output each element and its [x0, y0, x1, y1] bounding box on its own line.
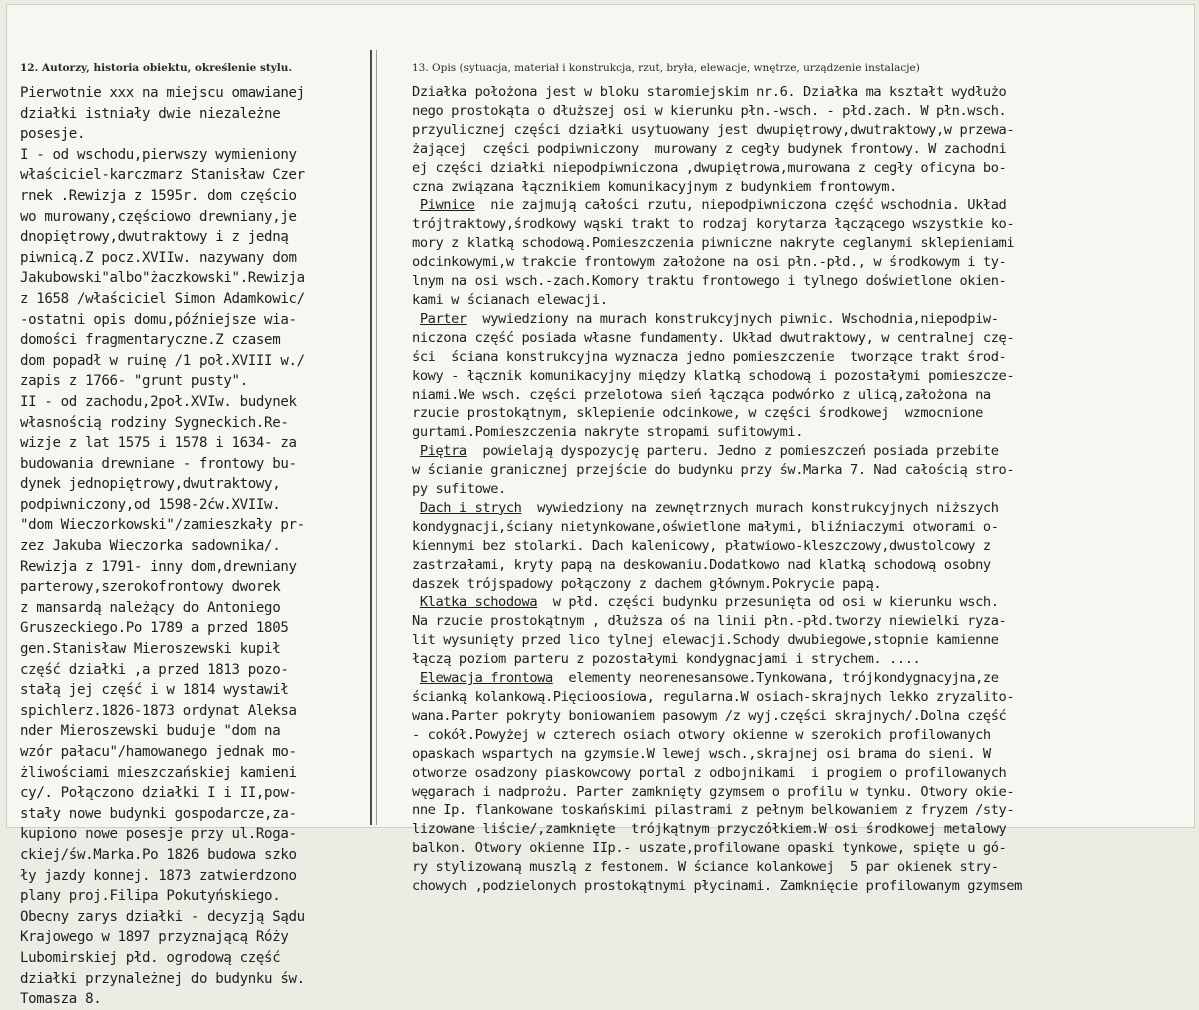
description-text-line: ścianką kolankową.Pięcioosiowa, regularna.W osiach-skrajnych lekko zryzalito-: [412, 689, 1015, 705]
description-text-line: wana.Parter pokryty boniowaniem pasowym /z wyj.części skrajnych/.Dolna część: [412, 707, 1007, 724]
history-text-line: dom popadł w ruinę /1 poł.XVIII w./: [20, 352, 305, 369]
description-text-line: trójtraktowy,środkowy wąski trakt to rodzaj korytarza łączącego wszystkie ko-: [412, 216, 1015, 233]
description-text-line: Parter wywiedziony na murach konstrukcyjnych piwnic. Wschodnia,niepodpiw-: [419, 310, 999, 327]
history-text-line: dynek jednopiętrowy,dwutraktowy,: [20, 476, 281, 493]
description-text-line: zastrzałami, kryty papą na deskowaniu.Dodatkowo nad klatką schodową osobny: [412, 556, 991, 573]
description-text-line: łączą poziom parteru z pozostałymi kondygnacjami i strychem. ....: [412, 651, 921, 668]
history-text-line: rnek .Rewizja z 1595r. dom częścio: [20, 187, 297, 204]
history-text-line: stałą jej część i w 1814 wystawił: [20, 682, 289, 699]
history-text-line: plany proj.Filipa Pokutyńskiego.: [20, 888, 281, 905]
history-text-line: posesje.: [20, 126, 86, 143]
section-heading: Parter: [419, 310, 467, 327]
description-text-line: węgarach i nadprożu. Parter zamknięty gzymsem o profilu w tynku. Otwory okie-: [412, 783, 1015, 800]
history-text-line: działki istniały dwie niezależne: [20, 105, 281, 122]
history-text-line: -ostatni opis domu,późniejsze wia-: [20, 311, 297, 328]
history-text-line: gen.Stanisław Mieroszewski kupił: [20, 641, 281, 658]
description-text-line: chowych ,podzielonych prostokątnymi płycinami. Zamknięcie profilowanym gzymsem: [412, 878, 1023, 895]
section-heading: Elewacja frontowa: [419, 670, 553, 687]
history-text-line: Lubomirskiej płd. ogrodową część: [20, 949, 281, 966]
section-heading: Klatka schodowa: [419, 594, 538, 611]
description-text-line: odcinkowymi,w trakcie frontowym założone na osi płn.-płd., w środkowym i ty-: [412, 254, 1007, 271]
description-text-line: przyulicznej części działki usytuowany jest dwupiętrowy,dwutraktowy,w przewa-: [412, 121, 1015, 138]
description-text-line: kami w ścianach elewacji.: [412, 291, 608, 308]
history-text-line: budowania drewniane - frontowy bu-: [20, 455, 297, 472]
history-text-column: [20, 83, 370, 1010]
history-text-line: z 1658 /właściciel Simon Adamkowic/: [20, 290, 305, 307]
description-text-line: kondygnacji,ściany nietynkowane,oświetlone małymi, bliźniaczymi otworami o-: [412, 518, 999, 535]
column-divider-secondary: [376, 50, 377, 825]
left-section-header: 12. Autorzy, historia obiektu, określenie stylu.: [20, 62, 293, 74]
history-text-line: cy/. Połączono działki I i II,pow-: [20, 785, 297, 802]
history-text-line: stały nowe budynki gospodarcze,za-: [20, 805, 297, 822]
history-text-line: dnopiętrowy,dwutraktowy i z jedną: [20, 229, 289, 246]
history-text-line: wzór pałacu"/hamowanego jednak mo-: [20, 744, 297, 760]
history-text-line: ły jazdy konnej. 1873 zatwierdzono: [20, 867, 297, 884]
description-text-line: niczona część posiada własne fundamenty. Układ dwutraktowy, w centralnej czę-: [412, 329, 1015, 346]
history-text-line: Pierwotnie xxx na miejscu omawianej: [20, 85, 305, 101]
description-text-line: ści ściana konstrukcyjna wyznacza jedno pomieszczenie tworzące trakt środ-: [412, 348, 1007, 365]
description-text-line: nego prostokąta o dłuższej osi w kierunku płn.-wsch. - płd.zach. W płn.wsch.: [412, 102, 1007, 119]
description-text-line: lnym na osi wsch.-zach.Komory traktu frontowego i tylnego doświetlone okien-: [412, 273, 1007, 290]
history-text-line: własnością rodziny Sygneckich.Re-: [20, 414, 289, 431]
history-text-line: piwnicą.Z pocz.XVIIw. nazywany dom: [20, 249, 297, 266]
history-text-line: I - od wschodu,pierwszy wymieniony: [20, 146, 297, 163]
history-text-line: Tomasza 8.: [20, 991, 102, 1008]
description-text-line: Klatka schodowa w płd. części budynku przesunięta od osi w kierunku wsch.: [419, 594, 999, 611]
history-text-line: ckiej/św.Marka.Po 1826 budowa szko: [20, 846, 297, 863]
history-text-line: działki przynależnej do budynku św.: [20, 970, 305, 987]
history-text-line: część działki ,a przed 1813 pozo-: [20, 661, 289, 678]
history-text-line: właściciel-karczmarz Stanisław Czer: [20, 167, 305, 184]
history-text-line: wo murowany,częściowo drewniany,je: [20, 208, 297, 225]
history-text-line: Krajowego w 1897 przyznającą Róży: [20, 929, 289, 946]
description-text-line: kowy - łącznik komunikacyjny między klatką schodową i pozostałymi pomieszcze-: [412, 367, 1015, 384]
description-text-line: gurtami.Pomieszczenia nakryte stropami sufitowymi.: [412, 424, 804, 441]
section-heading: Piwnice: [419, 197, 475, 214]
description-text-line: kiennymi bez stolarki. Dach kalenicowy, płatwiowo-kleszczowy,dwustolcowy z: [412, 537, 991, 554]
history-text-line: żliwościami mieszczańskiej kamieni: [20, 764, 297, 781]
history-text-line: Gruszeckiego.Po 1789 a przed 1805: [20, 620, 289, 637]
history-text-line: Rewizja z 1791- inny dom,drewniany: [20, 558, 297, 575]
description-text-line: Piwnice nie zajmują całości rzutu, niepodpiwniczona część wschodnia. Układ: [419, 197, 1007, 214]
history-text-line: "dom Wieczorkowski"/zamieszkały pr-: [20, 517, 305, 534]
description-text-line: py sufitowe.: [412, 481, 506, 498]
description-text-line: Elewacja frontowa elementy neorenesansowe.Tynkowana, trójkondygnacyjna,ze: [419, 670, 999, 687]
history-text-line: Obecny zarys działki - decyzją Sądu: [20, 908, 305, 925]
description-text-line: w ścianie granicznej przejście do budynku przy św.Marka 7. Nad całością stro-: [412, 462, 1015, 479]
right-section-header: 13. Opis (sytuacja, materiał i konstrukcja, rzut, bryła, elewacje, wnętrze, urządzenie instalacje): [412, 62, 920, 74]
history-text-line: wizje z lat 1575 i 1578 i 1634- za: [20, 435, 297, 452]
history-text-line: z mansardą należący do Antoniego: [20, 599, 281, 616]
description-text-line: rzucie prostokątnym, sklepienie odcinkowe, w części środkowej wzmocnione: [412, 405, 983, 422]
description-text-line: ry stylizowaną muszlą z festonem. W ściance kolankowej 5 par okienek stry-: [412, 859, 999, 876]
history-text-line: spichlerz.1826-1873 ordynat Aleksa: [20, 702, 297, 719]
history-text-line: podpiwniczony,od 1598-2ćw.XVIIw.: [20, 496, 281, 513]
history-text-line: domości fragmentaryczne.Z czasem: [20, 332, 281, 349]
description-text-line: otworze osadzony piaskowcowy portal z odbojnikami i progiem o profilowanych: [412, 764, 1007, 781]
history-text-line: zapis z 1766- "grunt pusty".: [20, 373, 248, 390]
description-text-line: opaskach wspartych na gzymsie.W lewej wsch.,skrajnej osi brama do sieni. W: [412, 745, 991, 762]
description-text-line: czna związana łącznikiem komunikacyjnym z budynkiem frontowym.: [412, 178, 897, 195]
section-heading: Piętra: [419, 443, 467, 460]
description-text-line: - cokół.Powyżej w czterech osiach otwory okienne w szerokich profilowanych: [412, 726, 991, 743]
history-text-line: II - od zachodu,2poł.XVIw. budynek: [20, 393, 297, 410]
column-divider: [370, 50, 372, 825]
description-text-line: daszek trójspadowy połączony z dachem głównym.Pokrycie papą.: [412, 575, 882, 592]
history-text-line: nder Mieroszewski buduje "dom na: [20, 723, 281, 740]
description-text-line: Na rzucie prostokątnym , dłuższa oś na linii płn.-płd.tworzy niewielki ryza-: [412, 613, 1007, 630]
description-text-line: niami.We wsch. części przelotowa sień łącząca podwórko z ulicą,założona na: [412, 386, 991, 403]
description-text-line: Piętra powielają dyspozycję parteru. Jedno z pomieszczeń posiada przebite: [419, 443, 999, 460]
description-text-line: żającej części podpiwniczony murowany z cegły budynek frontowy. W zachodni: [412, 140, 1007, 157]
history-text-line: parterowy,szerokofrontowy dworek: [20, 579, 281, 596]
description-text-line: ej części działki niepodpiwniczona ,dwupiętrowa,murowana z cegły oficyna bo-: [412, 159, 1007, 176]
description-text-line: Dach i strych wywiedziony na zewnętrznych murach konstrukcyjnych niższych: [419, 499, 999, 516]
description-text-line: nne Ip. flankowane toskańskimi pilastrami z pełnym belkowaniem z fryzem /sty-: [412, 802, 1015, 819]
description-text-line: mory z klatką schodową.Pomieszczenia piwniczne nakryte ceglanymi sklepieniami: [412, 235, 1015, 252]
history-text-line: kupiono nowe posesje przy ul.Roga-: [20, 826, 297, 843]
description-text-line: lizowane liście/,zamknięte trójkątnym przyczółkiem.W osi środkowej metalowy: [412, 821, 1007, 838]
description-text-line: balkon. Otwory okienne IIp.- uszate,profilowane opaski tynkowe, spięte u gó-: [412, 840, 1007, 857]
section-heading: Dach i strych: [419, 499, 522, 516]
history-text-line: Jakubowski"albo"żaczkowski".Rewizja: [20, 270, 305, 287]
history-text-line: zez Jakuba Wieczorka sadownika/.: [20, 538, 281, 555]
description-text-line: Działka położona jest w bloku staromiejskim nr.6. Działka ma kształt wydłużo: [412, 84, 1007, 100]
description-text-column: [412, 83, 1182, 896]
description-text-line: lit wysunięty przed lico tylnej elewacji.Schody dwubiegowe,stopnie kamienne: [412, 632, 999, 649]
